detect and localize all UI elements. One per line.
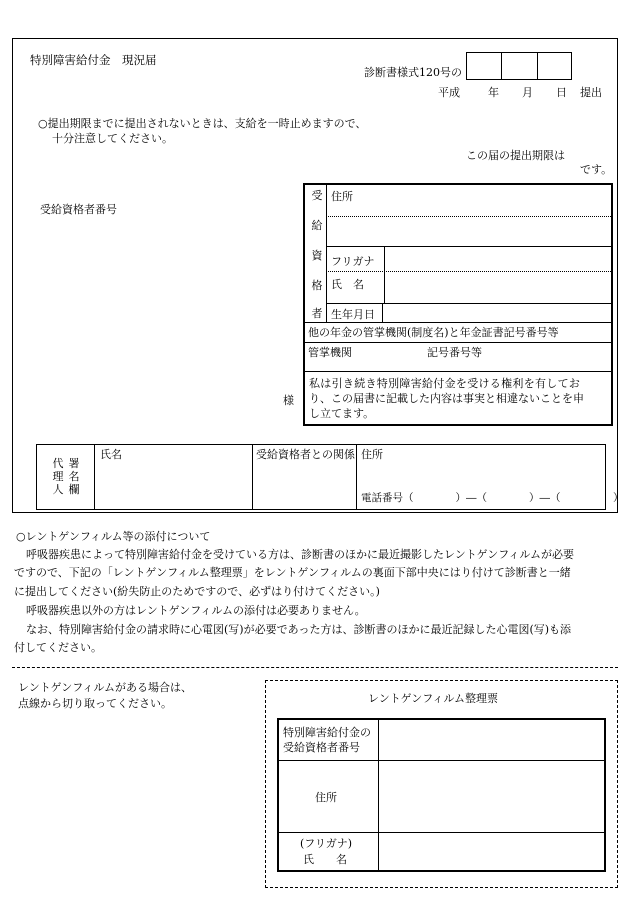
xray-para1-line1: 呼吸器疾患によって特別障害給付金を受けている方は、診断書のほかに最近撮影したレントゲンフィルムが必要: [26, 548, 574, 561]
deadline-suffix: です。: [580, 163, 613, 176]
xray-para3-line1: なお、特別障害給付金の請求時に心電図(写)が必要であった方は、診断書のほかに最近記録した心電図(写)も添: [26, 623, 572, 636]
xray-para2: 呼吸器疾患以外の方はレントゲンフィルムの添付は必要ありません。: [26, 604, 366, 617]
proxy-label-3: 人: [52, 483, 64, 496]
cut-instruction-line2: 点線から切り取ってください。: [18, 697, 172, 710]
honorific-sama: 様: [283, 394, 294, 407]
slip-row2-label: 住所: [315, 791, 337, 804]
proxy-relation-field[interactable]: [253, 462, 355, 508]
form-number-digit-3[interactable]: [538, 53, 571, 79]
deadline-label: この届の提出期限は: [466, 149, 565, 162]
pension-header: 他の年金の管掌機関(制度名)と年金証書記号番号等: [308, 326, 559, 339]
agency-label: 管掌機関: [308, 346, 352, 359]
slip-beneficiary-number-field[interactable]: [380, 720, 604, 759]
proxy-label-5: 名: [68, 470, 80, 483]
birthdate-field[interactable]: [383, 304, 610, 322]
xray-heading: ○レントゲンフィルム等の添付について: [16, 530, 211, 543]
declaration-line2: り、この届書に記載した内容は事実と相違ないことを申: [309, 392, 584, 405]
beneficiary-address-field[interactable]: [360, 186, 610, 244]
birthdate-label: 生年月日: [331, 308, 375, 321]
date-day: 日: [556, 86, 567, 99]
proxy-address-label: 住所: [361, 448, 383, 461]
beneficiary-side-label-3: 資: [311, 249, 323, 262]
name-label: 氏 名: [331, 278, 364, 291]
declaration-line3: し立てます。: [309, 407, 375, 420]
deadline-notice-line1: ○提出期限までに提出されないときは、支給を一時止めますので、: [38, 117, 367, 130]
cut-line: [12, 667, 618, 668]
furigana-label: フリガナ: [331, 255, 375, 268]
slip-address-field[interactable]: [380, 762, 604, 831]
xray-para1-line2: ですので、下記の「レントゲンフィルム整理票」をレントゲンフィルムの裏面下部中央にはり付けて診断書と一緒: [14, 566, 571, 579]
beneficiary-side-label-5: 者: [311, 307, 323, 320]
slip-row1-line2: 受給資格者番号: [283, 741, 360, 754]
cut-instruction-line1: レントゲンフィルムがある場合は、: [18, 681, 192, 694]
proxy-label-1: 代: [52, 457, 64, 470]
slip-row3-line1: (フリガナ): [300, 837, 353, 850]
beneficiary-side-label-2: 給: [311, 219, 323, 232]
proxy-relation-label: 受給資格者との関係: [256, 448, 355, 461]
form-title: 特別障害給付金 現況届: [30, 53, 157, 67]
form-number-label: 診断書様式120号の: [364, 66, 462, 79]
slip-title: レントゲンフィルム整理票: [368, 692, 498, 705]
beneficiary-address-label: 住所: [331, 190, 353, 203]
slip-row3-line2: 氏 名: [303, 853, 347, 866]
xray-para1-line3: に提出してください(紛失防止のためですので、必ずはり付けてください。): [14, 585, 380, 598]
beneficiary-number-label: 受給資格者番号: [40, 203, 117, 216]
proxy-name-label: 氏名: [100, 448, 122, 461]
name-field[interactable]: [385, 272, 610, 302]
date-year: 年: [488, 86, 499, 99]
slip-row1-line1: 特別障害給付金の: [283, 726, 371, 739]
pension-field[interactable]: [305, 360, 610, 370]
furigana-field[interactable]: [385, 247, 610, 270]
date-month: 月: [522, 86, 533, 99]
declaration-line1: 私は引き続き特別障害給付金を受ける権利を有してお: [309, 377, 581, 390]
xray-para3-line2: 付してください。: [14, 641, 102, 654]
proxy-label-4: 署: [68, 457, 80, 470]
deadline-notice-line2: 十分注意してください。: [52, 132, 173, 145]
beneficiary-side-label-4: 格: [311, 279, 323, 292]
form-number-digit-1[interactable]: [467, 53, 501, 79]
proxy-phone-label[interactable]: 電話番号（ ）―（ ）―（ ）: [361, 492, 624, 504]
proxy-label-2: 理: [52, 470, 64, 483]
proxy-name-field[interactable]: [95, 462, 251, 508]
slip-name-field[interactable]: [380, 834, 604, 870]
date-submit: 提出: [580, 86, 602, 99]
form-number-digit-2[interactable]: [502, 53, 537, 79]
proxy-address-field[interactable]: [357, 462, 604, 488]
date-era: 平成: [438, 86, 460, 99]
beneficiary-side-label-1: 受: [311, 189, 323, 202]
symbol-number-label: 記号番号等: [427, 346, 482, 359]
proxy-label-6: 欄: [68, 483, 80, 496]
